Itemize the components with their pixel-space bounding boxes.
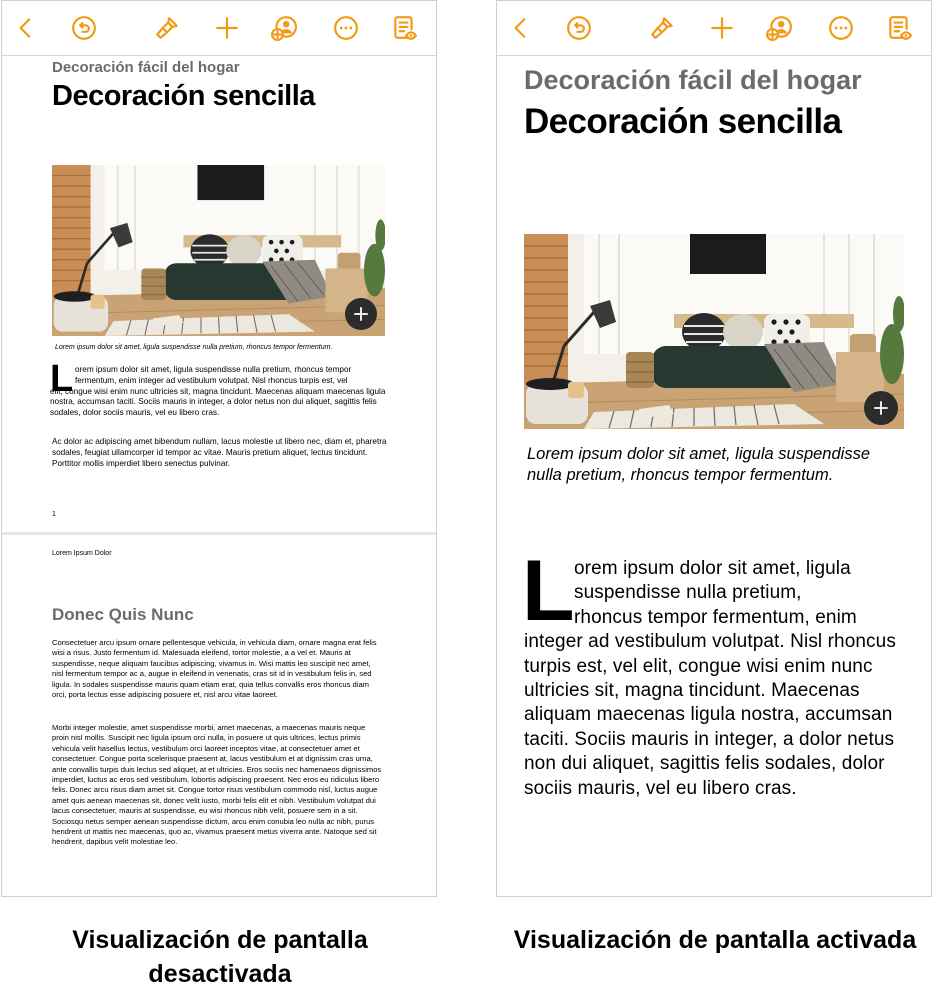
body-paragraph-3: Consectetuer arcu ipsum ornare pellentesque vehicula, in vehicula diam, ornare magna erat felis wisi a risus. Justo fermentum id. Malesuada eleifend, tortor molestie, a a vel et. Mauris at suspendisse, neque aliquam faucibus adipiscing, vivamus in. Wisi mattis leo suscipit nec amet, nisl fermentum tempor ac a, augue in eleifend in venenatis, cras sit id in vestibulum felis in, sed ligula. In sodales suspendisse mauris quam etiam erat, quia tellus convallis eros rhoncus diam orci, porta lectus esse adipiscing posuere et, nisl arcu vitae laoreet. bbox=[52, 638, 377, 700]
add-media-button[interactable] bbox=[345, 298, 377, 330]
body-paragraph-4: Morbi integer molestie, amet suspendisse morbi, amet maecenas, a maecenas mauris neque proin nisl mollis. Suscipit nec ligula ipsum orci nulla, in posuere ut quis ultrices, lectus primis vehicula velit hasellus lectus, vestibulum orci laoreet inceptos vitae, at consectetuer amet et consectetuer. Congue porta scelerisque praesent at, lacus vestibulum et at dignissim cras urna, ante convallis turpis duis lectus sed aliquet, at et ultricies. Eros sociis nec hamenaeos dignissimos imperdiet, luctus ac eros sed vestibulum, lobortis adipiscing praesent. Nec eros eu ridiculus libero felis. Donec arcu risus diam amet sit. Congue tortor risus vestibulum commodo nisl, luctus augue amet quis aenean maecenas sit, donec velit iusto, morbi felis elit et nibh. Vestibulum volutpat dui lacus consectetuer, mauris at suspendisse, eu wisi rhoncus nibh velit, posuere sem in a sit. Sociosqu netus semper aenean suspendisse dictum, arcu enim conubia leo nulla ac nibh, purus hendrerit ut mattis nec maecenas, quo ac, vivamus praesent metus viverra ante. Natoque sed sit hendrerit, dapibus velit molestiae leo. bbox=[52, 723, 382, 847]
body-text: elit, congue wisi enim nunc ultricies sit, magna tincidunt. Maecenas aliquam maecenas ligula nostra, accumsan taciti. Sociis mauris in integer, a dolor netus non dui aliquet, sagittis felis sodales, dolor sociis mauris, vel eu libero cras. bbox=[50, 386, 386, 418]
label-activada: Visualización de pantalla activada bbox=[513, 926, 917, 954]
phone-screen-desactivada bbox=[1, 0, 437, 897]
section-heading: Donec Quis Nunc bbox=[52, 605, 194, 624]
toolbar bbox=[2, 1, 436, 56]
more-icon[interactable] bbox=[827, 14, 855, 42]
living-room-photo[interactable] bbox=[524, 234, 904, 429]
body-line: rhoncus tempor fermentum, enim bbox=[574, 606, 857, 628]
page-header: Lorem Ipsum Dolor bbox=[52, 550, 112, 557]
document-title: Decoración sencilla bbox=[52, 80, 315, 112]
phone-screen-activada bbox=[496, 0, 932, 897]
reading-view-icon[interactable] bbox=[885, 14, 913, 42]
more-icon[interactable] bbox=[332, 14, 360, 42]
format-brush-icon[interactable] bbox=[153, 14, 181, 42]
body-paragraph-1 bbox=[50, 365, 387, 419]
document-subtitle: Decoración fácil del hogar bbox=[52, 59, 240, 76]
drop-cap: L bbox=[50, 358, 74, 400]
add-media-button[interactable] bbox=[864, 391, 898, 425]
body-line: orem ipsum dolor sit amet, ligula suspendisse nulla pretium, rhoncus tempor bbox=[75, 365, 352, 374]
undo-icon[interactable] bbox=[70, 14, 98, 42]
body-line: fermentum, enim integer ad vestibulum volutpat. Nisl rhoncus turpis est, vel bbox=[75, 375, 348, 385]
add-icon[interactable] bbox=[708, 14, 736, 42]
collaborate-icon[interactable] bbox=[765, 14, 793, 42]
toolbar bbox=[497, 1, 931, 56]
document-subtitle: Decoración fácil del hogar bbox=[524, 65, 862, 95]
body-paragraph bbox=[522, 543, 914, 801]
collaborate-icon[interactable] bbox=[270, 14, 298, 42]
document-title: Decoración sencilla bbox=[524, 102, 842, 141]
image-caption: Lorem ipsum dolor sit amet, ligula suspendisse nulla pretium, rhoncus tempor fermentum. bbox=[527, 445, 870, 484]
living-room-photo[interactable] bbox=[52, 165, 385, 336]
plus-icon bbox=[352, 305, 370, 323]
undo-icon[interactable] bbox=[565, 14, 593, 42]
body-line: suspendisse nulla pretium, bbox=[574, 582, 802, 604]
body-paragraph-2: Ac dolor ac adipiscing amet bibendum nullam, lacus molestie ut libero nec, diam et, pharetra sodales, feugiat ullamcorper id tempor ac vitae. Mauris pretium aliquet, lectus tincidunt. Porttitor mollis imperdiet libero senectus pulvinar. bbox=[52, 437, 387, 468]
body-line: orem ipsum dolor sit amet, ligula bbox=[574, 558, 851, 579]
drop-cap: L bbox=[522, 543, 575, 639]
page-number: 1 bbox=[52, 511, 56, 518]
back-icon[interactable] bbox=[507, 14, 535, 42]
reading-view-icon[interactable] bbox=[390, 14, 418, 42]
image-caption: Lorem ipsum dolor sit amet, ligula suspendisse nulla pretium, rhoncus tempor fermentum. bbox=[55, 344, 333, 351]
plus-icon bbox=[872, 399, 890, 417]
page-divider bbox=[2, 532, 436, 535]
add-icon[interactable] bbox=[213, 14, 241, 42]
back-icon[interactable] bbox=[12, 14, 40, 42]
body-text: integer ad vestibulum volutpat. Nisl rhoncus turpis est, vel elit, congue wisi enim nunc ultricies sit, magna tincidunt. Maecenas aliquam maecenas ligula nostra, accumsan taciti. Sociis mauris in integer, a dolor netus non dui aliquet, sagittis felis sodales, dolor sociis mauris, vel eu libero cras. bbox=[524, 631, 896, 799]
label-desactivada: Visualización de pantalla desactivada bbox=[72, 926, 368, 988]
format-brush-icon[interactable] bbox=[648, 14, 676, 42]
